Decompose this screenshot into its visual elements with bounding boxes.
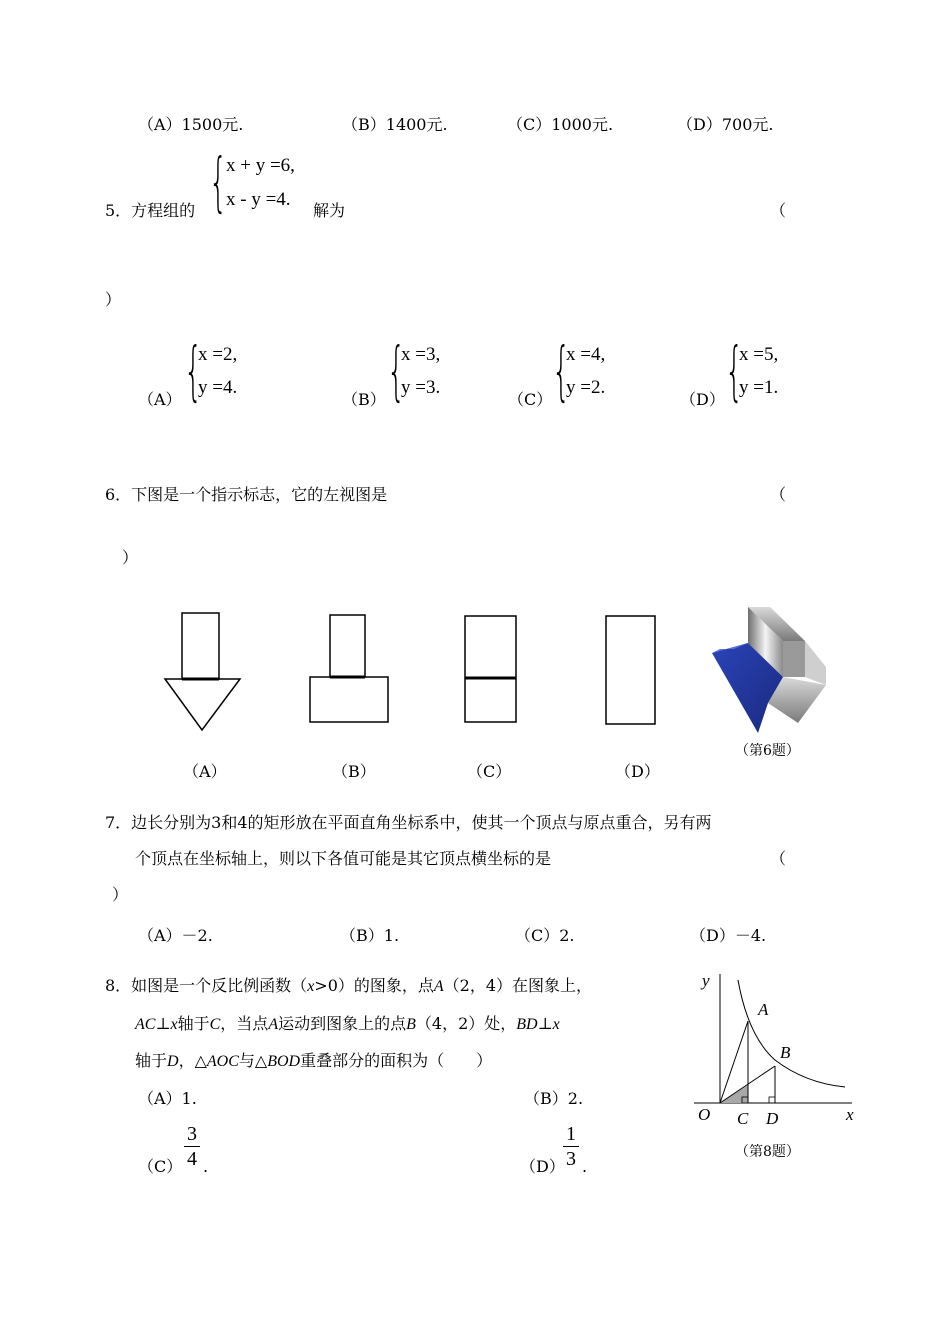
q6-3d-sign-figure [708, 605, 833, 740]
q8-option-a: （A）1. [138, 1089, 197, 1108]
q5-system-line1: x + y =6, [226, 155, 295, 176]
q8-option-d-fraction: 1 3 [563, 1123, 579, 1170]
q7-line1: 7．边长分别为3和4的矩形放在平面直角坐标系中，使其一个顶点与原点重合，另有两 [105, 813, 712, 832]
label-x: x [846, 1105, 854, 1124]
q8-line2: AC⊥x轴于C，当点A运动到图象上的点B（4，2）处，BD⊥x [135, 1014, 560, 1033]
q4-option-c: （C）1000元. [507, 115, 614, 134]
q5-system-line2: x - y =4. [226, 189, 291, 210]
q7-paren-open: （ [770, 849, 787, 868]
q6-caption: （第6题） [735, 743, 800, 759]
q5-option-d-brace: { [725, 335, 744, 409]
q6-option-b-figure [305, 610, 395, 730]
q5-option-d-label: （D） [680, 390, 725, 409]
q5-paren-open: （ [770, 201, 787, 220]
q5-option-c-line1: x =4, [566, 344, 606, 365]
q8-line3: 轴于D，△AOC与△BOD重叠部分的面积为（ ） [135, 1051, 493, 1070]
q8-option-d-label: （D） [520, 1157, 565, 1176]
q5-option-b-brace: { [387, 335, 406, 409]
q7-option-c: （C）2. [515, 926, 575, 945]
q6-label-c: （C） [467, 762, 512, 781]
q7-option-d: （D）－4. [690, 926, 767, 945]
q7-option-b: （B）1. [340, 926, 400, 945]
q5-option-c-label: （C） [508, 390, 553, 409]
q5-option-d-line2: y =1. [739, 377, 779, 398]
q6-option-a-figure [160, 610, 250, 735]
q6-label-d: （D） [615, 762, 660, 781]
label-A: A [758, 1000, 769, 1019]
q4-option-b: （B）1400元. [342, 115, 448, 134]
q5-suffix: 解为 [313, 201, 346, 220]
q6-label-a: （A） [183, 762, 227, 781]
q6-option-d-figure [600, 610, 665, 730]
label-B: B [780, 1043, 791, 1062]
q8-graph [680, 968, 870, 1128]
q5-paren-close: ） [105, 290, 122, 309]
label-D: D [766, 1109, 779, 1128]
q4-option-a: （A）1500元. [138, 115, 244, 134]
q8-option-b: （B）2. [524, 1089, 584, 1108]
q5-option-b-line1: x =3, [401, 344, 441, 365]
q7-option-a: （A）－2. [138, 926, 213, 945]
q5-option-a-line2: y =4. [198, 377, 238, 398]
label-y: y [702, 971, 710, 990]
q8-line1: 8．如图是一个反比例函数（x>0）的图象，点A（2，4）在图象上， [105, 976, 593, 995]
q8-caption: （第8题） [735, 1144, 800, 1160]
q8-option-c-fraction: 3 4 [184, 1123, 200, 1170]
q7-paren-close: ） [112, 885, 129, 904]
q5-option-b-label: （B） [342, 390, 386, 409]
q6-option-c-figure [460, 610, 525, 730]
label-O: O [698, 1105, 711, 1124]
q7-line2: 个顶点在坐标轴上，则以下各值可能是其它顶点横坐标的是 [135, 849, 552, 868]
q6-paren-open: （ [770, 485, 787, 504]
q8-option-c-period: . [203, 1157, 209, 1176]
q5-option-a-label: （A） [138, 390, 182, 409]
q5-option-b-line2: y =3. [401, 377, 441, 398]
q5-system-brace: { [209, 146, 228, 220]
q8-option-d-period: . [582, 1157, 588, 1176]
q4-option-d: （D）700元. [677, 115, 774, 134]
q6-label-b: （B） [332, 762, 376, 781]
hyperbola-curve [738, 980, 845, 1087]
q6-paren-close: ） [122, 548, 139, 567]
label-C: C [737, 1109, 749, 1128]
q5-option-a-line1: x =2, [198, 344, 238, 365]
q6-stem: 6．下图是一个指示标志，它的左视图是 [105, 485, 388, 504]
q5-option-c-line2: y =2. [566, 377, 606, 398]
q8-option-c-label: （C） [138, 1157, 183, 1176]
q5-option-d-line1: x =5, [739, 344, 779, 365]
q5-prefix: 5．方程组的 [105, 201, 196, 220]
q5-option-a-brace: { [184, 335, 203, 409]
q5-option-c-brace: { [552, 335, 571, 409]
